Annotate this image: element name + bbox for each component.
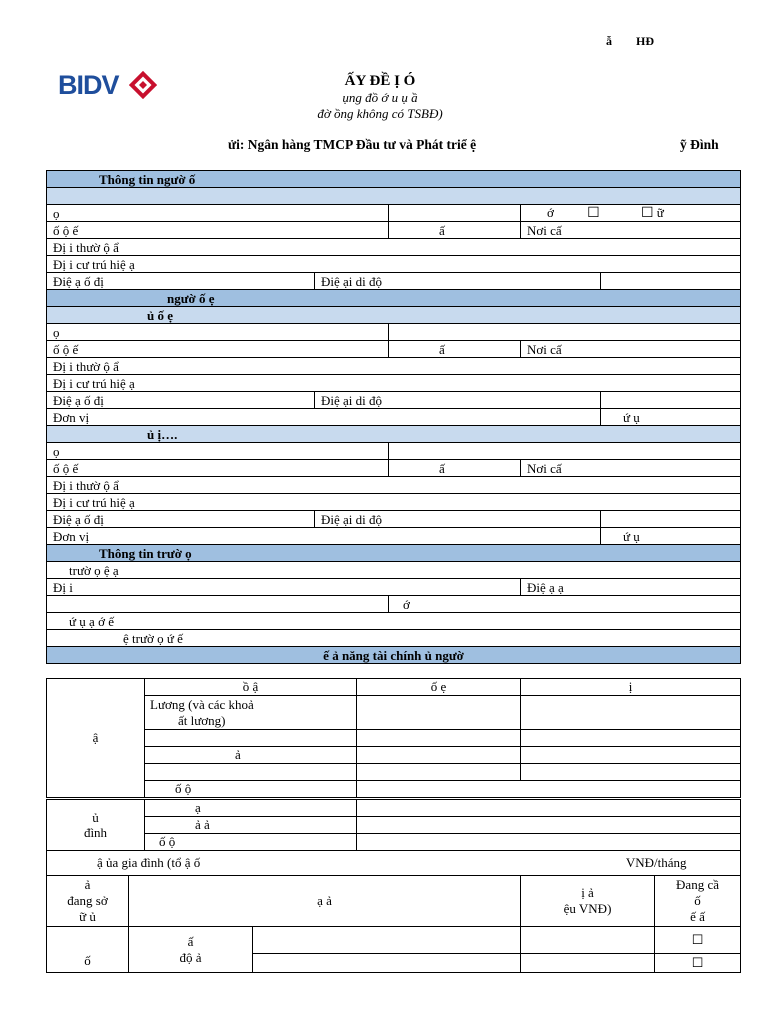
label-phone[interactable]: Điệ ạ ố đị [47, 273, 315, 290]
label-parent1-phone[interactable]: Điệ ạ ố đị [47, 392, 315, 409]
expense-row-2: ả ả [145, 817, 357, 834]
income-row-blank[interactable] [145, 764, 357, 781]
label-parent2-name[interactable]: ọ [47, 443, 389, 460]
label-school-address[interactable]: Đị i [47, 579, 521, 596]
section-borrower-sub [47, 188, 741, 205]
form-code [606, 34, 654, 49]
income-group-label: ậ [47, 679, 145, 798]
family-net-income-label: ậ ủa gia đình (tổ ậ ố [97, 855, 201, 870]
expense-row-1: ạ [145, 800, 357, 817]
expense-table [46, 799, 741, 876]
assets-pledge-2: ố [694, 893, 701, 908]
label-parent1-current-address[interactable]: Đị i cư trú hiệ ạ [47, 375, 741, 392]
logo-text: BIDV [58, 70, 119, 100]
label-parent2-phone[interactable]: Điệ ạ ố đị [47, 511, 315, 528]
field-parent2-mobile[interactable] [601, 511, 741, 528]
application-form [46, 170, 741, 664]
label-parent2-mobile[interactable]: Điệ ại di độ [315, 511, 601, 528]
label-permanent-address[interactable]: Đị i thườ ộ ẩ [47, 239, 741, 256]
income-col-source: ồ ậ [145, 679, 357, 696]
field-parent1-mobile[interactable] [601, 392, 741, 409]
label-parent2-position[interactable]: ứ ụ [601, 528, 741, 545]
title-line-3: đờ ồng không có TSBĐ) [317, 106, 443, 121]
label-referrer-position[interactable]: ứ ụ ạ ớ ế [47, 613, 741, 630]
income-salary-other[interactable] [521, 696, 741, 730]
assets-subtype [129, 927, 253, 973]
assets-cell[interactable] [521, 927, 655, 954]
assets-subtype-1: ấ [187, 933, 194, 949]
label-parent1-permanent-address[interactable]: Đị i thườ ộ ẩ [47, 358, 741, 375]
assets-pledge-1: Đang cầ [676, 877, 719, 892]
assets-row-label: ố [47, 927, 129, 973]
logo-mark-icon [129, 71, 157, 99]
income-salary-parents[interactable] [357, 696, 521, 730]
income-total: ố ộ [145, 781, 357, 798]
recipient-line [228, 137, 728, 153]
income-salary [145, 696, 357, 730]
form-code-suffix: HĐ [636, 34, 654, 48]
assets-cell[interactable] [253, 954, 521, 973]
assets-value-1: ị ả [581, 885, 594, 900]
salary-line-2: ất lương) [178, 712, 226, 728]
male-checkbox[interactable]: ☐ [587, 206, 600, 221]
expense-cell[interactable] [357, 834, 741, 851]
income-row-blank[interactable] [145, 730, 357, 747]
assets-cell[interactable] [521, 954, 655, 973]
section-borrower-info: Thông tin ngườ ố [47, 171, 741, 188]
label-parent1-workplace[interactable]: Đơn vị [47, 409, 601, 426]
income-col-other: ị [521, 679, 741, 696]
gender-label: ớ [547, 205, 554, 220]
label-parent2-issue-place[interactable]: Nơi cấ [521, 460, 741, 477]
assets-label [47, 876, 129, 927]
family-net-income-unit: VNĐ/tháng [625, 855, 687, 870]
income-total-value[interactable] [357, 781, 741, 798]
label-parent1-mobile[interactable]: Điệ ại di độ [315, 392, 601, 409]
label-parent1-issue-date[interactable]: ấ [389, 341, 521, 358]
gender-field[interactable] [521, 205, 741, 222]
income-cell[interactable] [521, 764, 741, 781]
section-parent-2: ủ ị…. [47, 426, 741, 443]
label-issue-date[interactable]: ấ [389, 222, 521, 239]
label-parent1-position[interactable]: ứ ụ [601, 409, 741, 426]
label-parent2-id[interactable]: ố ộ ế [47, 460, 389, 477]
section-school-info: Thông tin trườ ọ [47, 545, 741, 562]
assets-value-2: ệu VNĐ) [563, 901, 612, 916]
label-issue-place[interactable]: Nơi cấ [521, 222, 741, 239]
assets-subtype-2: độ ả [179, 949, 202, 965]
bidv-logo [58, 68, 162, 102]
income-cell[interactable] [357, 730, 521, 747]
income-other: ả [145, 747, 357, 764]
field-parent2-name[interactable] [389, 443, 741, 460]
label-parent1-issue-place[interactable]: Nơi cấ [521, 341, 741, 358]
label-school-head[interactable]: ệ trườ ọ ứ ế [47, 630, 741, 647]
assets-col-type: ạ ả [129, 876, 521, 927]
income-table [46, 678, 741, 798]
expense-group-line-2: đình [83, 825, 108, 840]
recipient-bank: ửi: Ngân hàng TMCP Đầu tư và Phát triể ệ [228, 137, 477, 152]
label-id-number[interactable]: ố ộ ế [47, 222, 389, 239]
income-col-parents: ố ẹ [357, 679, 521, 696]
income-cell[interactable] [521, 730, 741, 747]
label-school-phone[interactable]: Điệ ạ ạ [521, 579, 741, 596]
title-line-1: ẤY ĐỀ Ị Ó [344, 73, 416, 89]
label-mobile[interactable]: Điệ ại di độ [315, 273, 601, 290]
assets-table [46, 875, 741, 973]
form-code-prefix: ẫ [606, 34, 612, 48]
assets-pledge-checkbox[interactable]: ☐ [655, 954, 741, 973]
label-parent1-id[interactable]: ố ộ ế [47, 341, 389, 358]
label-parent1-name[interactable]: ọ [47, 324, 389, 341]
label-parent2-issue-date[interactable]: ấ [389, 460, 521, 477]
label-school-name[interactable]: trườ ọ ệ ạ [47, 562, 741, 579]
label-parent2-current-address[interactable]: Đị i cư trú hiệ ạ [47, 494, 741, 511]
assets-label-2: đang sở [67, 893, 108, 908]
field-mobile-value[interactable] [601, 273, 741, 290]
income-cell[interactable] [357, 764, 521, 781]
section-parents: ngườ ố ẹ [47, 290, 741, 307]
assets-pledge-checkbox[interactable]: ☐ [655, 927, 741, 954]
field-parent1-name[interactable] [389, 324, 741, 341]
expense-cell[interactable] [357, 817, 741, 834]
label-parent2-permanent-address[interactable]: Đị i thườ ộ ẩ [47, 477, 741, 494]
label-parent2-workplace[interactable]: Đơn vị [47, 528, 601, 545]
expense-group-line-1: ủ [92, 810, 99, 825]
family-net-income[interactable] [47, 851, 741, 876]
document-title [230, 73, 530, 122]
female-checkbox[interactable]: ☐ [640, 206, 654, 221]
expense-total: ố ộ [145, 834, 357, 851]
income-cell[interactable] [521, 747, 741, 764]
field-blank[interactable] [389, 205, 521, 222]
female-label: ữ [656, 205, 664, 220]
income-cell[interactable] [357, 747, 521, 764]
field-referrer[interactable] [47, 596, 389, 613]
section-parent-1: ủ ố ẹ [47, 307, 741, 324]
label-current-address[interactable]: Đị i cư trú hiệ ạ [47, 256, 741, 273]
assets-label-1: ả [84, 877, 91, 892]
assets-pledge-3: ế ấ [690, 909, 705, 924]
title-line-2: ụng đồ ớ u ụ ầ [342, 90, 418, 105]
label-referrer[interactable]: ớ [389, 596, 741, 613]
expense-cell[interactable] [357, 800, 741, 817]
assets-col-pledge [655, 876, 741, 927]
salary-line-1: Lương (và các khoả [150, 696, 254, 712]
label-full-name[interactable]: ọ [47, 205, 389, 222]
section-financial: ế ả năng tài chính ủ ngườ [47, 647, 741, 664]
assets-label-3: ữ ủ [79, 909, 96, 924]
assets-cell[interactable] [253, 927, 521, 954]
expense-group-label [47, 800, 145, 851]
assets-col-value [521, 876, 655, 927]
recipient-branch: ỹ Đình [680, 137, 719, 152]
